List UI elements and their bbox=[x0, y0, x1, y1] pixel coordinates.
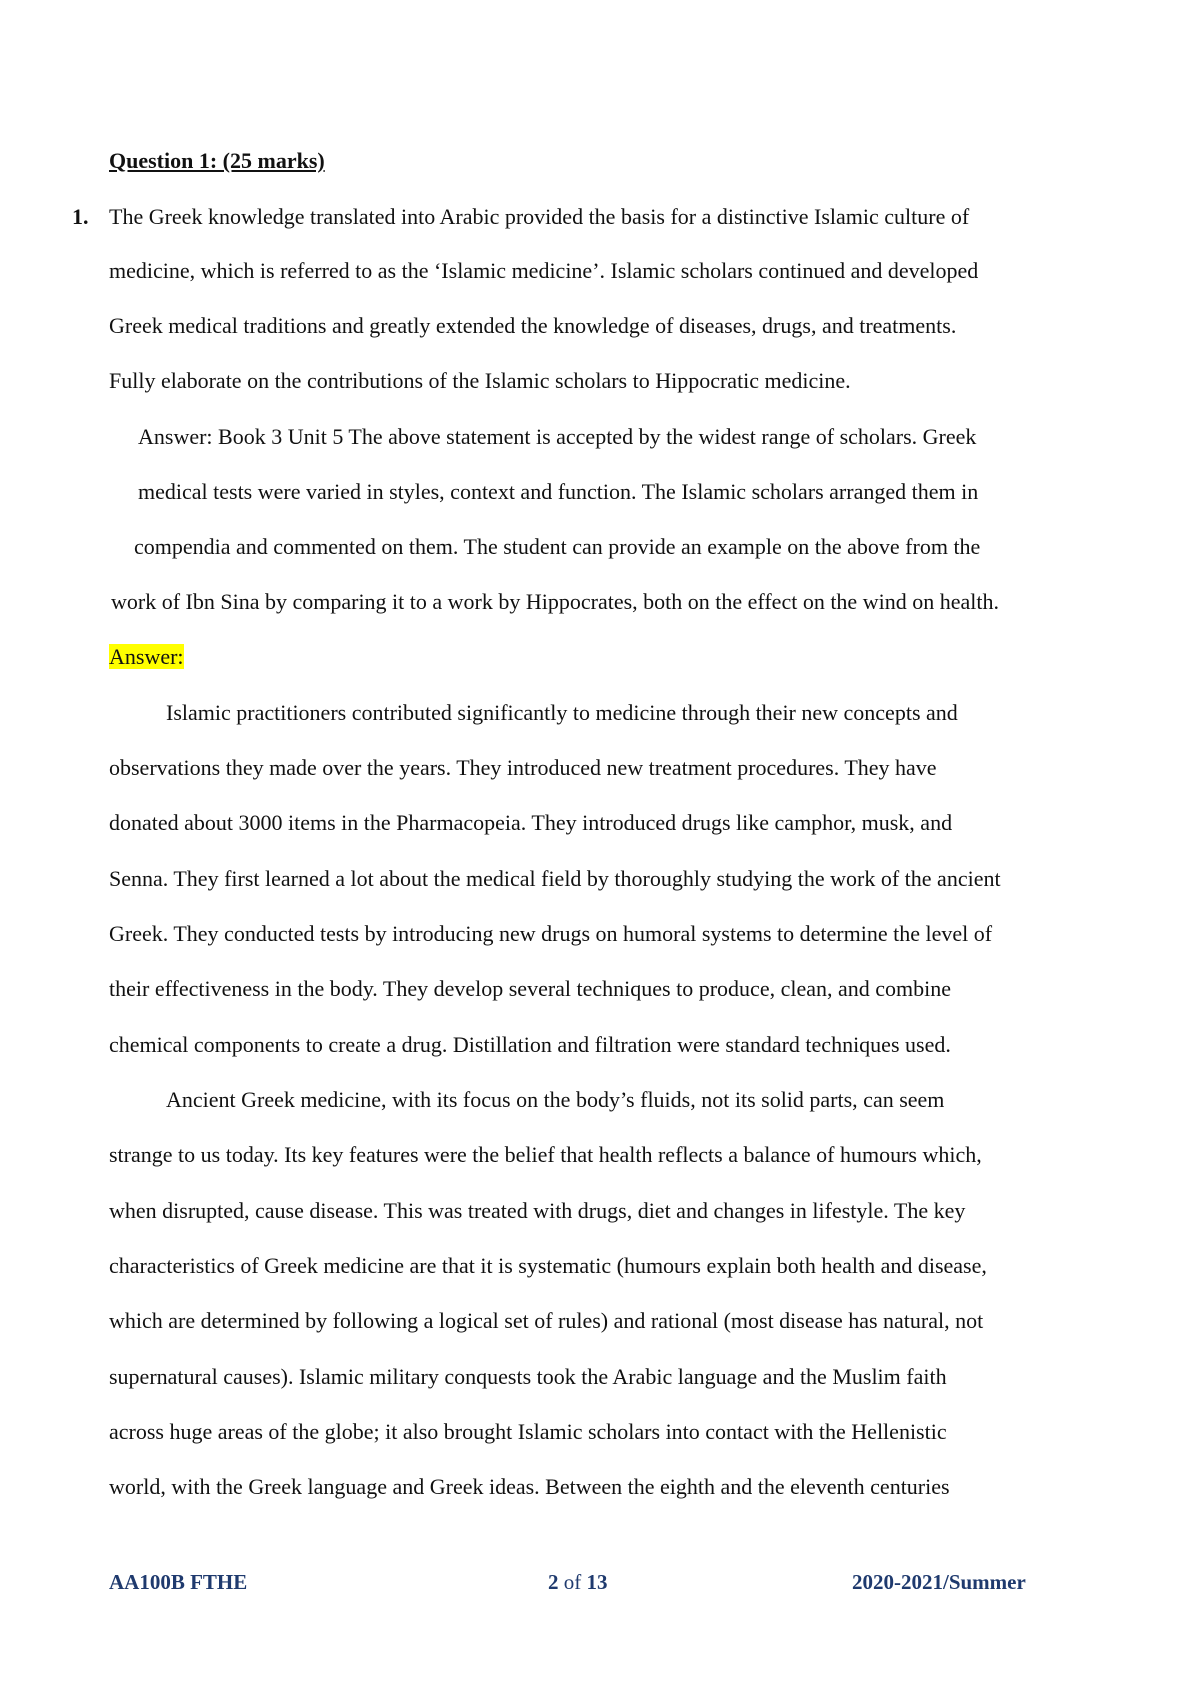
guidance-line: Answer: Book 3 Unit 5 The above statement is accepted by the widest range of scholars. Greek bbox=[138, 424, 977, 449]
footer-page-number bbox=[548, 1568, 608, 1596]
answer-paragraph-line: their effectiveness in the body. They develop several techniques to produce, clean, and combine bbox=[109, 976, 952, 1001]
answer-paragraph-line: chemical components to create a drug. Distillation and filtration were standard techniques used. bbox=[109, 1032, 951, 1057]
guidance-line: compendia and commented on them. The student can provide an example on the above from the bbox=[134, 534, 981, 559]
answer-paragraph-line: strange to us today. Its key features were the belief that health reflects a balance of humours which, bbox=[109, 1142, 982, 1167]
question-heading: Question 1: (25 marks) bbox=[109, 148, 325, 173]
answer-paragraph-line: supernatural causes). Islamic military conquests took the Arabic language and the Muslim faith bbox=[109, 1364, 947, 1389]
prompt-line: The Greek knowledge translated into Arabic provided the basis for a distinctive Islamic culture of bbox=[109, 204, 970, 229]
answer-paragraph-line: donated about 3000 items in the Pharmacopeia. They introduced drugs like camphor, musk, and bbox=[109, 810, 953, 835]
guidance-line: work of Ibn Sina by comparing it to a work by Hippocrates, both on the effect on the wind on health. bbox=[111, 589, 999, 614]
answer-paragraph-line: across huge areas of the globe; it also brought Islamic scholars into contact with the Hellenistic bbox=[109, 1419, 947, 1444]
answer-paragraph-line: characteristics of Greek medicine are that it is systematic (humours explain both health and disease, bbox=[109, 1253, 987, 1278]
prompt-line: Greek medical traditions and greatly extended the knowledge of diseases, drugs, and treatments. bbox=[109, 313, 957, 338]
page-of: of bbox=[563, 1570, 582, 1594]
answer-paragraph-line: Greek. They conducted tests by introducing new drugs on humoral systems to determine the level of bbox=[109, 921, 993, 946]
answer-paragraph-line: Ancient Greek medicine, with its focus on the body’s fluids, not its solid parts, can seem bbox=[166, 1087, 945, 1112]
page-current: 2 bbox=[548, 1570, 559, 1594]
prompt-line: Fully elaborate on the contributions of the Islamic scholars to Hippocratic medicine. bbox=[109, 368, 851, 393]
answer-paragraph-line: Islamic practitioners contributed significantly to medicine through their new concepts and bbox=[166, 700, 958, 725]
page-total: 13 bbox=[586, 1570, 608, 1594]
answer-paragraph-line: observations they made over the years. They introduced new treatment procedures. They have bbox=[109, 755, 937, 780]
answer-paragraph-line: world, with the Greek language and Greek ideas. Between the eighth and the eleventh centuries bbox=[109, 1474, 950, 1499]
answer-paragraph-line: Senna. They first learned a lot about the medical field by thoroughly studying the work of the ancient bbox=[109, 866, 1001, 891]
answer-label bbox=[109, 642, 184, 672]
prompt-line: medicine, which is referred to as the ‘Islamic medicine’. Islamic scholars continued and developed bbox=[109, 258, 979, 283]
answer-paragraph-line: which are determined by following a logical set of rules) and rational (most disease has natural, not bbox=[109, 1308, 984, 1333]
answer-label-highlight: Answer: bbox=[109, 644, 184, 669]
footer-course-code: AA100B FTHE bbox=[109, 1570, 248, 1594]
footer-term: 2020-2021/Summer bbox=[852, 1570, 1026, 1594]
answer-paragraph-line: when disrupted, cause disease. This was treated with drugs, diet and changes in lifestyle. The key bbox=[109, 1198, 966, 1223]
question-number: 1. bbox=[72, 204, 89, 229]
guidance-line: medical tests were varied in styles, context and function. The Islamic scholars arranged them in bbox=[138, 479, 979, 504]
